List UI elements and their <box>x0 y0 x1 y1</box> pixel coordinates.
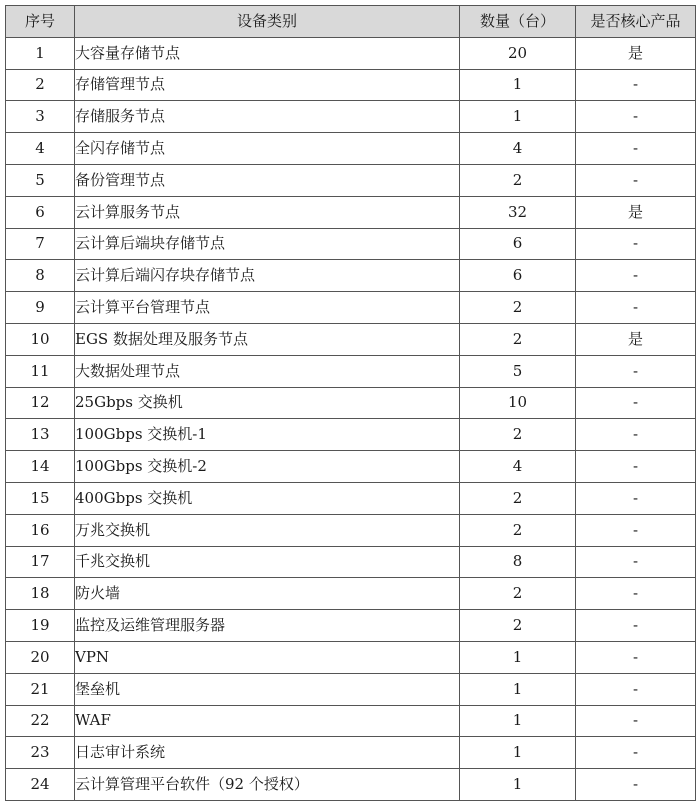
table-row <box>6 292 696 324</box>
row-index: 13 <box>6 419 75 451</box>
row-quantity: 1 <box>460 673 576 705</box>
equipment-table <box>5 5 696 801</box>
row-category: 存储服务节点 <box>75 101 460 133</box>
row-category: 防火墙 <box>75 578 460 610</box>
header-category: 设备类别 <box>75 6 460 38</box>
row-category: 云计算管理平台软件（92 个授权） <box>75 769 460 801</box>
table-row <box>6 419 696 451</box>
row-core-product: - <box>576 705 696 737</box>
table-row <box>6 164 696 196</box>
row-core-product: - <box>576 133 696 165</box>
row-core-product: - <box>576 69 696 101</box>
table-row <box>6 355 696 387</box>
table-row <box>6 387 696 419</box>
table-row <box>6 610 696 642</box>
row-quantity: 2 <box>460 323 576 355</box>
table-row <box>6 641 696 673</box>
table-row <box>6 451 696 483</box>
row-core-product: - <box>576 673 696 705</box>
row-quantity: 1 <box>460 769 576 801</box>
row-index: 15 <box>6 482 75 514</box>
table-header <box>6 6 696 38</box>
row-index: 16 <box>6 514 75 546</box>
row-index: 23 <box>6 737 75 769</box>
row-core-product: - <box>576 451 696 483</box>
row-core-product: - <box>576 610 696 642</box>
row-core-product: - <box>576 578 696 610</box>
row-core-product: - <box>576 482 696 514</box>
table-row <box>6 260 696 292</box>
row-category: WAF <box>75 705 460 737</box>
row-index: 2 <box>6 69 75 101</box>
row-index: 4 <box>6 133 75 165</box>
row-core-product: - <box>576 641 696 673</box>
row-quantity: 2 <box>460 514 576 546</box>
row-category: 监控及运维管理服务器 <box>75 610 460 642</box>
row-quantity: 4 <box>460 133 576 165</box>
row-category: VPN <box>75 641 460 673</box>
row-index: 20 <box>6 641 75 673</box>
table-row <box>6 737 696 769</box>
table-row <box>6 482 696 514</box>
table-row <box>6 323 696 355</box>
row-quantity: 5 <box>460 355 576 387</box>
table-row <box>6 37 696 69</box>
header-quantity: 数量（台） <box>460 6 576 38</box>
row-category: 大数据处理节点 <box>75 355 460 387</box>
header-core-product: 是否核心产品 <box>576 6 696 38</box>
row-core-product: - <box>576 546 696 578</box>
row-quantity: 1 <box>460 705 576 737</box>
row-quantity: 4 <box>460 451 576 483</box>
row-quantity: 6 <box>460 260 576 292</box>
table-row <box>6 101 696 133</box>
row-core-product: - <box>576 419 696 451</box>
row-index: 1 <box>6 37 75 69</box>
row-category: 400Gbps 交换机 <box>75 482 460 514</box>
row-quantity: 2 <box>460 610 576 642</box>
row-index: 7 <box>6 228 75 260</box>
row-index: 5 <box>6 164 75 196</box>
row-quantity: 1 <box>460 69 576 101</box>
row-quantity: 2 <box>460 164 576 196</box>
table-row <box>6 133 696 165</box>
row-index: 3 <box>6 101 75 133</box>
row-category: 全闪存储节点 <box>75 133 460 165</box>
header-index: 序号 <box>6 6 75 38</box>
table-row <box>6 69 696 101</box>
row-category: 万兆交换机 <box>75 514 460 546</box>
row-quantity: 2 <box>460 292 576 324</box>
table-row <box>6 769 696 801</box>
row-category: 千兆交换机 <box>75 546 460 578</box>
row-quantity: 6 <box>460 228 576 260</box>
table-row <box>6 673 696 705</box>
row-index: 12 <box>6 387 75 419</box>
table-row <box>6 196 696 228</box>
row-index: 21 <box>6 673 75 705</box>
row-core-product: - <box>576 387 696 419</box>
row-core-product: 是 <box>576 37 696 69</box>
row-index: 8 <box>6 260 75 292</box>
row-quantity: 8 <box>460 546 576 578</box>
row-index: 10 <box>6 323 75 355</box>
row-category: 云计算平台管理节点 <box>75 292 460 324</box>
table-row <box>6 228 696 260</box>
table-body <box>6 37 696 800</box>
row-quantity: 1 <box>460 101 576 133</box>
row-quantity: 2 <box>460 419 576 451</box>
table-row <box>6 705 696 737</box>
row-core-product: 是 <box>576 323 696 355</box>
row-core-product: - <box>576 769 696 801</box>
row-core-product: - <box>576 292 696 324</box>
row-index: 18 <box>6 578 75 610</box>
row-quantity: 1 <box>460 737 576 769</box>
row-index: 19 <box>6 610 75 642</box>
row-category: EGS 数据处理及服务节点 <box>75 323 460 355</box>
row-core-product: - <box>576 355 696 387</box>
row-category: 100Gbps 交换机-2 <box>75 451 460 483</box>
row-core-product: - <box>576 514 696 546</box>
row-core-product: - <box>576 737 696 769</box>
row-category: 云计算服务节点 <box>75 196 460 228</box>
row-quantity: 10 <box>460 387 576 419</box>
row-core-product: - <box>576 101 696 133</box>
row-core-product: - <box>576 164 696 196</box>
table-row <box>6 578 696 610</box>
row-quantity: 32 <box>460 196 576 228</box>
row-category: 25Gbps 交换机 <box>75 387 460 419</box>
row-category: 100Gbps 交换机-1 <box>75 419 460 451</box>
row-index: 14 <box>6 451 75 483</box>
row-quantity: 20 <box>460 37 576 69</box>
table-row <box>6 546 696 578</box>
row-category: 存储管理节点 <box>75 69 460 101</box>
row-index: 11 <box>6 355 75 387</box>
row-core-product: - <box>576 260 696 292</box>
row-index: 24 <box>6 769 75 801</box>
row-category: 日志审计系统 <box>75 737 460 769</box>
table-row <box>6 514 696 546</box>
row-core-product: - <box>576 228 696 260</box>
row-index: 22 <box>6 705 75 737</box>
row-category: 堡垒机 <box>75 673 460 705</box>
row-quantity: 2 <box>460 482 576 514</box>
row-category: 备份管理节点 <box>75 164 460 196</box>
row-index: 6 <box>6 196 75 228</box>
header-row <box>6 6 696 38</box>
row-quantity: 1 <box>460 641 576 673</box>
row-quantity: 2 <box>460 578 576 610</box>
row-category: 云计算后端闪存块存储节点 <box>75 260 460 292</box>
row-index: 17 <box>6 546 75 578</box>
row-core-product: 是 <box>576 196 696 228</box>
row-category: 云计算后端块存储节点 <box>75 228 460 260</box>
row-index: 9 <box>6 292 75 324</box>
row-category: 大容量存储节点 <box>75 37 460 69</box>
